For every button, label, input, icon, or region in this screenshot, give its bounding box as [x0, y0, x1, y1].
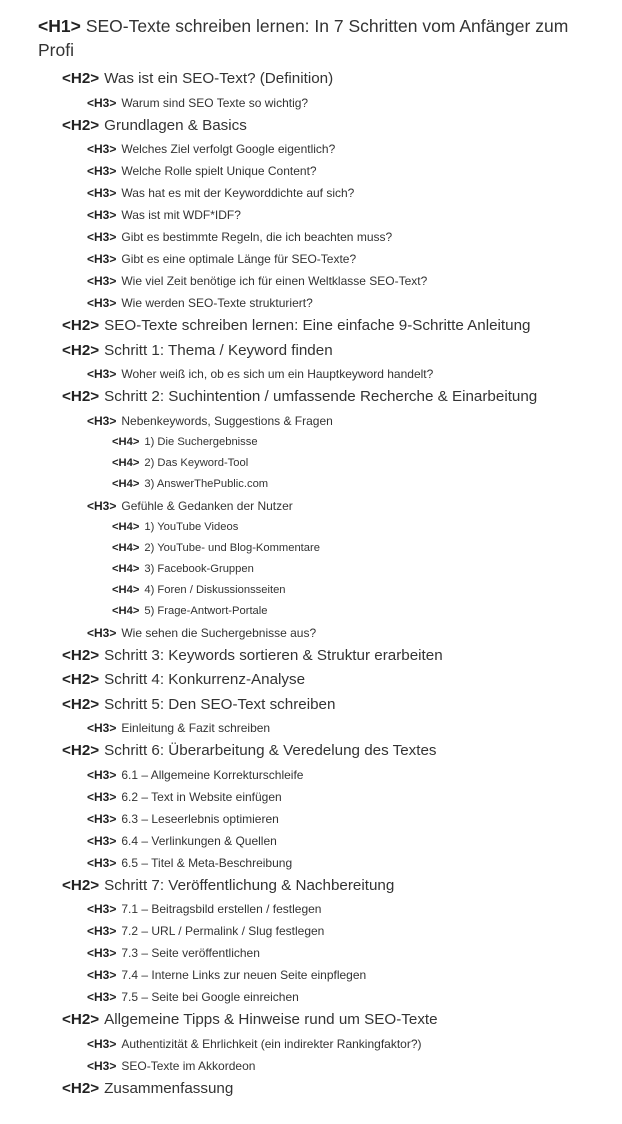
heading-level-tag: <H2> — [62, 317, 100, 334]
outline-item-h4 — [112, 517, 622, 538]
heading-text: 7.5 – Seite bei Google einreichen — [121, 990, 299, 1004]
heading-level-tag: <H2> — [62, 1011, 100, 1028]
heading-level-tag: <H3> — [87, 855, 117, 870]
heading-text: 6.5 – Titel & Meta-Beschreibung — [121, 855, 293, 870]
heading-text: 1) Die Suchergebnisse — [144, 435, 258, 448]
outline-item-h3 — [87, 292, 622, 314]
heading-text: Schritt 1: Thema / Keyword finden — [104, 341, 333, 359]
heading-level-tag: <H3> — [87, 721, 117, 735]
heading-level-tag: <H3> — [87, 990, 117, 1004]
outline-item-h3 — [87, 964, 622, 986]
heading-text: 5) Frage-Antwort-Portale — [144, 604, 268, 617]
heading-level-tag: <H3> — [87, 296, 117, 310]
heading-level-tag: <H2> — [62, 70, 100, 87]
heading-text: 6.2 – Text in Website einfügen — [121, 789, 282, 804]
heading-text: 2) Das Keyword-Tool — [144, 456, 249, 469]
outline-item-h2 — [62, 339, 622, 364]
outline-item-h2 — [62, 874, 622, 899]
heading-level-tag: <H2> — [62, 388, 100, 405]
outline-item-h3 — [87, 495, 622, 517]
heading-level-tag: <H3> — [87, 789, 117, 804]
outline-item-h3 — [87, 808, 622, 830]
outline-item-h1 — [38, 14, 603, 62]
outline-item-h4 — [112, 432, 622, 453]
heading-level-tag: <H3> — [87, 142, 117, 156]
heading-text: 3) Facebook-Gruppen — [144, 562, 254, 575]
heading-level-tag: <H2> — [62, 1079, 100, 1097]
outline-item-h3 — [87, 270, 622, 292]
heading-text: Zusammenfassung — [104, 1079, 234, 1097]
heading-text: 4) Foren / Diskussionsseiten — [144, 583, 286, 596]
heading-text: Wie viel Zeit benötige ich für einen Weltklasse SEO-Text? — [121, 274, 428, 288]
heading-text: Schritt 7: Veröffentlichung & Nachbereitung — [104, 876, 395, 894]
heading-level-tag: <H3> — [87, 230, 117, 244]
outline-item-h3 — [87, 898, 622, 920]
heading-text: 7.3 – Seite veröffentlichen — [121, 946, 260, 960]
heading-level-tag: <H4> — [112, 541, 140, 554]
heading-level-tag: <H2> — [62, 671, 100, 688]
heading-level-tag: <H4> — [112, 604, 140, 617]
outline-item-h2 — [62, 385, 622, 410]
heading-text: 6.1 – Allgemeine Korrekturschleife — [121, 767, 304, 782]
heading-level-tag: <H3> — [87, 208, 117, 222]
outline-item-h4 — [112, 601, 622, 622]
heading-level-tag: <H3> — [87, 186, 117, 200]
heading-level-tag: <H2> — [62, 876, 100, 894]
heading-level-tag: <H2> — [62, 341, 100, 359]
heading-text: 7.1 – Beitragsbild erstellen / festlegen — [121, 902, 322, 916]
heading-text: Nebenkeywords, Suggestions & Fragen — [121, 413, 333, 428]
outline-item-h3 — [87, 717, 622, 739]
heading-level-tag: <H2> — [62, 742, 100, 759]
heading-text: Schritt 2: Suchintention / umfassende Recherche & Einarbeitung — [104, 388, 538, 405]
heading-level-tag: <H3> — [87, 413, 117, 428]
heading-text: Wie sehen die Suchergebnisse aus? — [121, 625, 317, 640]
outline-item-h4 — [112, 538, 622, 559]
outline-item-h2 — [62, 114, 622, 139]
heading-text: Gefühle & Gedanken der Nutzer — [121, 498, 293, 513]
heading-level-tag: <H3> — [87, 924, 117, 938]
heading-text: 6.4 – Verlinkungen & Quellen — [121, 833, 277, 848]
heading-text: Schritt 5: Den SEO-Text schreiben — [104, 695, 336, 713]
heading-text: 2) YouTube- und Blog-Kommentare — [144, 541, 320, 554]
heading-text: Was hat es mit der Keyworddichte auf sich? — [121, 186, 355, 200]
heading-level-tag: <H3> — [87, 1036, 117, 1051]
heading-level-tag: <H3> — [87, 498, 117, 513]
heading-level-tag: <H4> — [112, 435, 140, 448]
heading-text: 1) YouTube Videos — [144, 520, 239, 533]
heading-text: Authentizität & Ehrlichkeit (ein indirekter Rankingfaktor?) — [121, 1036, 422, 1051]
outline-item-h4 — [112, 580, 622, 601]
outline-item-h2 — [62, 314, 622, 339]
outline-item-h2 — [62, 1008, 622, 1033]
heading-text: 7.2 – URL / Permalink / Slug festlegen — [121, 924, 325, 938]
heading-level-tag: <H3> — [87, 274, 117, 288]
outline-item-h3 — [87, 248, 622, 270]
outline-item-h2 — [62, 67, 622, 92]
outline-item-h3 — [87, 1033, 622, 1055]
outline-item-h2 — [62, 1077, 622, 1102]
heading-text: Woher weiß ich, ob es sich um ein Hauptkeyword handelt? — [121, 367, 434, 381]
heading-level-tag: <H3> — [87, 767, 117, 782]
heading-text: Wie werden SEO-Texte strukturiert? — [121, 296, 313, 310]
heading-level-tag: <H2> — [62, 646, 100, 664]
heading-level-tag: <H3> — [87, 625, 117, 640]
heading-text: Gibt es bestimmte Regeln, die ich beachten muss? — [121, 230, 393, 244]
heading-level-tag: <H4> — [112, 520, 140, 533]
heading-text: Schritt 6: Überarbeitung & Veredelung des Textes — [104, 742, 437, 759]
heading-level-tag: <H3> — [87, 252, 117, 266]
heading-level-tag: <H2> — [62, 695, 100, 713]
heading-text: Schritt 3: Keywords sortieren & Struktur erarbeiten — [104, 646, 443, 664]
outline-item-h3 — [87, 182, 622, 204]
heading-level-tag: <H4> — [112, 456, 140, 469]
outline-item-h3 — [87, 1055, 622, 1077]
heading-level-tag: <H4> — [112, 562, 140, 575]
outline-item-h3 — [87, 986, 622, 1008]
heading-level-tag: <H3> — [87, 902, 117, 916]
outline-item-h3 — [87, 410, 622, 432]
heading-level-tag: <H3> — [87, 811, 117, 826]
outline-item-h3 — [87, 204, 622, 226]
outline-item-h3 — [87, 363, 622, 385]
heading-text: Was ist mit WDF*IDF? — [121, 208, 241, 222]
outline-item-h2 — [62, 693, 622, 718]
heading-level-tag: <H3> — [87, 946, 117, 960]
outline-item-h2 — [62, 739, 622, 764]
heading-text: Welche Rolle spielt Unique Content? — [121, 164, 317, 178]
heading-level-tag: <H3> — [87, 833, 117, 848]
outline-item-h3 — [87, 786, 622, 808]
heading-text: SEO-Texte im Akkordeon — [121, 1058, 256, 1073]
heading-text: Was ist ein SEO-Text? (Definition) — [104, 70, 334, 87]
heading-level-tag: <H2> — [62, 116, 100, 134]
heading-text: Warum sind SEO Texte so wichtig? — [121, 95, 309, 110]
heading-level-tag: <H3> — [87, 1058, 117, 1073]
heading-text: 6.3 – Leseerlebnis optimieren — [121, 811, 279, 826]
heading-level-tag: <H1> — [38, 16, 81, 36]
outline-item-h3 — [87, 160, 622, 182]
outline-item-h3 — [87, 830, 622, 852]
heading-text: Welches Ziel verfolgt Google eigentlich? — [121, 142, 336, 156]
outline-item-h4 — [112, 559, 622, 580]
outline-item-h3 — [87, 764, 622, 786]
outline-item-h3 — [87, 622, 622, 644]
heading-text: Allgemeine Tipps & Hinweise rund um SEO-Texte — [104, 1011, 438, 1028]
heading-level-tag: <H3> — [87, 968, 117, 982]
outline-item-h3 — [87, 92, 622, 114]
heading-level-tag: <H3> — [87, 95, 117, 110]
outline-item-h3 — [87, 226, 622, 248]
outline-item-h3 — [87, 852, 622, 874]
outline-item-h4 — [112, 474, 622, 495]
outline-item-h2 — [62, 644, 622, 669]
heading-text: 7.4 – Interne Links zur neuen Seite einpflegen — [121, 968, 367, 982]
outline-item-h3 — [87, 920, 622, 942]
heading-text: 3) AnswerThePublic.com — [144, 477, 269, 490]
heading-text: SEO-Texte schreiben lernen: In 7 Schritten vom Anfänger zum Profi — [38, 16, 569, 60]
outline-item-h4 — [112, 453, 622, 474]
heading-level-tag: <H3> — [87, 164, 117, 178]
heading-text: Einleitung & Fazit schreiben — [121, 721, 271, 735]
heading-text: Grundlagen & Basics — [104, 116, 247, 134]
heading-level-tag: <H3> — [87, 367, 117, 381]
outline-item-h3 — [87, 138, 622, 160]
heading-level-tag: <H4> — [112, 583, 140, 596]
heading-level-tag: <H4> — [112, 477, 140, 490]
outline-item-h2 — [62, 668, 622, 693]
heading-text: Schritt 4: Konkurrenz-Analyse — [104, 671, 306, 688]
heading-text: SEO-Texte schreiben lernen: Eine einfache 9-Schritte Anleitung — [104, 317, 531, 334]
heading-text: Gibt es eine optimale Länge für SEO-Texte? — [121, 252, 357, 266]
outline-item-h3 — [87, 942, 622, 964]
